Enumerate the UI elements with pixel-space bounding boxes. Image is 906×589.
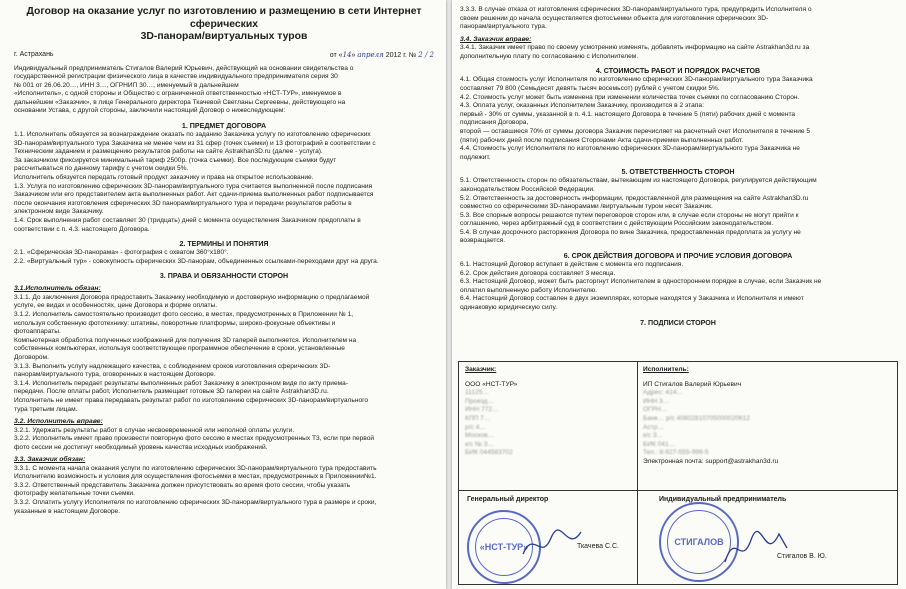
text-line: «Исполнитель», с одной стороны и Общество с ограниченной ответственностью «НСТ-ТУР», именуемое в [14, 90, 342, 98]
text-line: 5.4. В случае досрочного расторжения Договора по вине Заказчика, предоставленная предоплата за услугу не [460, 228, 801, 236]
right-page-content [452, 0, 906, 328]
text-line: 1.4. Срок выполнения работ составляет 30 (тридцать) дней с момента осуществления Заказчиком предоплаты в [14, 217, 361, 224]
ip-name: Стигалов В. Ю. [777, 553, 827, 560]
text-line: собственных компьютерах, используя соответствующее программное обеспечение в сроки, установленные [14, 345, 345, 353]
text-line: тура третьим лицам. [14, 405, 78, 413]
date-day: 14 [342, 50, 352, 59]
subsection-3-1-title: 3.1.Исполнитель обязан: [14, 285, 101, 293]
executor-email: Электронная почта: support@astrakhan3d.ru [643, 457, 779, 465]
text-line: БИК 041… [643, 440, 676, 448]
contract-number: 2 / 2 [418, 50, 434, 59]
text-line: 3.1.4. Исполнитель передает результаты выполненных работ Заказчику в электронном виде по акту приема- [14, 379, 349, 387]
text-line: БИК 044583702 [465, 449, 513, 457]
left-page-content [0, 0, 446, 516]
text-line: Москов… [465, 432, 495, 440]
stamp-text: СТИГАЛОВ [674, 537, 724, 547]
text-line: указанные в настоящем Договоре. [14, 507, 121, 515]
date-month: апреля [357, 50, 384, 59]
section-2-body [14, 249, 434, 266]
text-line: Техническим заданием и размещению результатов работы на сайте Astrakhan3D.ru (далее - услуга). [14, 148, 323, 156]
intro-paragraph [14, 65, 434, 117]
text-line: 3.3.3. В случае отказа от изготовления сферических 3D-панорам/виртуального тура, предупредить Исполнителя о [460, 6, 812, 13]
text-line: дополнительную плату по согласованию с Исполнителем. [460, 52, 639, 60]
text-line: 6.2. Срок действия договора составляет 3 месяца. [460, 269, 616, 277]
text-line: Тел.: 8-927-555-999-5 [643, 449, 709, 457]
contract-title-line: 3D-панорам/виртуальных туров [140, 31, 308, 42]
text-line: 3.3.1. С момента начала оказания услуги по изготовлению сферических 3D-панорам/виртуального тура предоставить [14, 464, 377, 472]
director-name: Ткачева С.С. [577, 543, 619, 550]
contract-title-line: Договор на оказание услуг по изготовлению и размещению в сети Интернет сферических [26, 6, 422, 30]
contract-page-left [0, 0, 446, 589]
text-line: 4.3. Оплата услуг, оказанных Исполнителем Заказчику, производится в 2 этапа: [460, 102, 704, 110]
text-line: 6.4. Настоящий Договор составлен в двух экземплярах, которые находятся у Заказчика и Исполнителя и имеют [460, 295, 804, 303]
executor-details [643, 366, 893, 467]
text-line: Адрес: 414… [643, 389, 684, 397]
text-line: 4.2. Стоимость услуг может быть изменена при изменении количества точек съемки по согласованию Сторон. [460, 93, 800, 101]
text-line: (пяти) рабочих дней после подписания Сторонами Акта сдачи-приемки выполненных работ. [460, 136, 744, 144]
director-title: Генеральный директор [467, 496, 549, 503]
text-line: 3.2.2. Исполнитель имеет право произвести повторную фото сессию в местах предусмотренных Т3, если при первой [14, 435, 375, 443]
text-line: совместно со сферическими 3D-панорамами /виртуальным туром несет Заказчик. [460, 203, 713, 211]
subsection-3-2-title: 3.2. Исполнитель вправе: [14, 418, 103, 426]
text-line: 4.1. Общая стоимость услуг Исполнителя по изготовлению сферических 3D-панорам/виртуального тура Заказчика [460, 76, 813, 84]
text-line: За заказчиком фиксируется минимальный тариф 2500р. (точка съемки). Все последующие съемки будут [14, 156, 337, 164]
text-line: 1.3. Услуга по изготовлению сферических 3D-панорам/виртуального тура считается выполненной после подписания [14, 182, 373, 190]
subsection-3-2-body [14, 427, 434, 453]
text-line: к/с 3… [643, 432, 664, 440]
text-line: 3.1.2. Исполнитель самостоятельно производит фото сессию, в местах, предусмотренных в Приложении № 1, [14, 310, 354, 318]
section-7-title: 7. ПОДПИСИ СТОРОН [640, 318, 716, 327]
table-divider-horizontal [459, 490, 897, 491]
date-year: 2012 г. № [383, 51, 417, 59]
text-line: 3.1.1. До заключения Договора предоставить Заказчику необходимую и достоверную информацию о предлагаемой [14, 293, 370, 301]
text-line: соответствии с п. 4.3. настоящего Договора. [14, 225, 150, 233]
text-line: законодательством Российской Федерации. [460, 185, 595, 193]
text-line: 5.2. Ответственность за достоверность информации, предоставленной для размещения на сайте Astrakhan3D.ru [460, 194, 809, 202]
city-date-row [14, 50, 434, 61]
text-line: 5.1. Ответственность сторон по обязательствам, вытекающим из настоящего Договора, регулируется действующим [460, 177, 817, 185]
text-line: услуге, ее видах и особенностях, цене Договора и форме оплаты. [14, 302, 218, 310]
text-line: фотографу желательные точки съемки. [14, 490, 135, 498]
executor-signature [721, 528, 791, 572]
text-line: подписания Договора, [460, 119, 529, 127]
date-mid: » [351, 51, 358, 59]
text-line: 3D-панорам/виртуального тура Заказчика не менее чем из 31 сфер (точек съемки) и 13 фотографий в соответствии с [14, 139, 376, 147]
text-line: 3.3.2. Ответственный представитель Заказчика должен присутствовать во время фото сессии, чтобы указать [14, 481, 351, 489]
text-line: ОГРН… [643, 406, 668, 414]
subsection-3-4-body [460, 44, 896, 61]
text-line: 3.1.3. Выполнить услугу надлежащего качества, с соблюдением сроков изготовления сферических 3D- [14, 362, 331, 370]
section-2-title: 2. ТЕРМИНЫ И ПОНЯТИЯ [179, 240, 269, 249]
executor-heading: Исполнитель: [643, 366, 689, 373]
text-line: электронном виде Заказчику. [14, 208, 104, 216]
stamp-text: «НСТ-ТУР» [479, 542, 529, 552]
text-line: № 001 от 26.06.20…, ИНН 3…, ОГРНИП 30…, именуемый в дальнейшем [14, 81, 239, 89]
city: г. Астрахань [14, 50, 54, 58]
text-line: Заказчиком или его представителем акта выполненных работ. Акт сдачи-приема выполненных работ подписывается [14, 191, 374, 199]
contract-page-right [452, 0, 906, 589]
subsection-3-3-title: 3.3. Заказчик обязан: [14, 456, 86, 464]
text-line: Астр… [643, 423, 664, 431]
text-line: после окончания изготовления сферических 3D панорам/виртуального тура и передачи результатов работы в [14, 199, 352, 207]
text-line: 6.1. Настоящий Договор вступает в действие с момента его подписания. [460, 261, 684, 269]
section-3-title: 3. ПРАВА И ОБЯЗАННОСТИ СТОРОН [159, 272, 289, 281]
text-line: Проезд… [465, 397, 494, 405]
text-line: второй — оставшиеся 70% от суммы договора Заказчик перечисляет на расчетный счет Исполнителя в течение 5 [460, 127, 811, 135]
text-line: оплатил выполненную работу Исполнителю. [460, 286, 598, 294]
text-line: панорам/виртуального тура, оговоренных в настоящем Договоре. [14, 371, 216, 379]
text-line: 11125… [465, 389, 489, 397]
text-line: составляет 79 800 (Семьдесят девять тысяч восемьсот) рублей с учетом скидки 5%. [460, 84, 720, 92]
section-4-body [460, 76, 896, 162]
paragraph-3-3-3 [460, 6, 896, 32]
subsection-3-1-body [14, 294, 434, 414]
table-divider-vertical [637, 362, 638, 584]
text-line: Исполнителю возможность и условия для осуществления фотосъемки в местах, предусмотренных в Приложении№1. [14, 473, 377, 481]
text-line: 2.2. «Виртуальный тур» - совокупность сферических 3D-панорам, объединенных ссылками-переходами друг на друга. [14, 257, 379, 265]
ip-title: Индивидуальный предприниматель [659, 496, 787, 503]
text-line: КПП 7… [465, 414, 491, 422]
text-line: панорам/виртуального тура. [460, 23, 547, 31]
text-line: подлежит. [460, 153, 491, 161]
text-line: к/с № 3… [465, 440, 495, 448]
text-line: ИНН 3… [643, 397, 670, 405]
text-line: государственной регистрации физического лица в качестве индивидуального предпринимателя серия 30 [14, 73, 338, 81]
text-line: Индивидуальный предприниматель Стигалов Валерий Юрьевич, действующий на основании свидетельства о [14, 64, 354, 72]
text-line: 6.3. Настоящий Договор, может быть расторгнут Исполнителем в одностороннем порядке в случае, если Заказчик не [460, 278, 822, 286]
customer-details [465, 366, 633, 458]
director-signature [519, 524, 589, 564]
customer-heading: Заказчик: [465, 366, 497, 373]
executor-requisites [643, 389, 893, 458]
text-line: 1.1. Исполнитель обязуется за вознаграждение оказать по заданию Заказчика услугу по изготовлению сферических [14, 131, 371, 139]
text-line: основании Устава, с другой стороны, заключили настоящий Договор о нижеследующем: [14, 107, 286, 115]
section-4-title: 4. СТОИМОСТЬ РАБОТ И ПОРЯДОК РАСЧЕТОВ [595, 67, 761, 76]
section-1-body [14, 131, 434, 234]
text-line: Банк… р/с 40802810705000020612 [643, 414, 750, 422]
text-line: Договором. [14, 353, 49, 361]
text-line: 3.4.1. Заказчик имеет право по своему усмотрению изменять, добавлять информацию на сайте Astrakhan3d.ru за [460, 44, 810, 52]
section-6-title: 6. СРОК ДЕЙСТВИЯ ДОГОВОРА И ПРОЧИЕ УСЛОВИЯ ДОГОВОРА [563, 252, 793, 261]
customer-name: ООО «НСТ-ТУР» [465, 380, 518, 388]
text-line: Компьютерная обработка полученных изображений для получения 3D галерей выполняется. Исполнителем на [14, 336, 357, 344]
text-line: 2.1. «Сферическая 3D-панорама» - фотография с охватом 360°х180°. [14, 249, 229, 257]
text-line: используя собственную фототехнику: штативы, поворотные платформы, широко-фокусные объективы и [14, 319, 336, 327]
text-line: 4.4. Стоимость услуг Исполнителя по изготовлению сферических 3D-панорам/виртуального тура Заказчика не [460, 145, 800, 153]
subsection-3-3-body [14, 465, 434, 517]
text-line: Исполнитель не имеет права передавать результат работ по изготовлению сферических 3D-панорам/виртуального [14, 396, 369, 404]
section-6-body [460, 261, 896, 313]
text-line: рассчитываться по данному тарифу с учетом скидки 5%. [14, 165, 189, 173]
text-line: 3.3.2. Оплатить услугу Исполнителя по изготовлению сферических 3D-панорам/виртуального тура в размере и сроки, [14, 499, 377, 507]
text-line: возвращается. [460, 237, 506, 245]
contract-date [330, 50, 434, 61]
text-line: 5.3. Все спорные вопросы решаются путем переговоров сторон или, в случае если стороны не могут прийти к [460, 211, 799, 219]
text-line: первый - 30% от суммы, указанной в п. 4.1. настоящего Договора в течение 5 (пяти) рабочих дней с момента [460, 110, 796, 118]
text-line: соглашению, через арбитражный суд в соответствии с действующим Российским законодательством. [460, 220, 774, 228]
text-line: Исполнитель обязуется передать готовый продукт заказчику и права на открытое использование. [14, 174, 314, 182]
section-5-title: 5. ОТВЕТСТВЕННОСТЬ СТОРОН [621, 168, 735, 177]
text-line: передачи. После оплаты работ, Исполнитель размещает готовые 3D галереи на сайте Astrakhan3D.ru. [14, 388, 329, 396]
signatures-table [458, 361, 898, 585]
text-line: дальнейшем «Заказчик», в лице Генерального директора Ткачевой Светланы Сергеевны, действующего на [14, 98, 346, 106]
contract-title [14, 6, 434, 44]
text-line: ИНН 772… [465, 406, 499, 414]
customer-requisites [465, 389, 633, 458]
date-prefix: от « [329, 51, 343, 59]
section-5-body [460, 177, 896, 246]
text-line: фотоаппараты. [14, 328, 61, 336]
section-1-title: 1. ПРЕДМЕТ ДОГОВОРА [181, 122, 267, 131]
text-line: 3.2.1. Удержать результаты работ в случае несвоевременной или неполной оплаты услуги. [14, 426, 295, 434]
text-line: одинаковую юридическую силу. [460, 304, 557, 312]
text-line: своем решении до начала осуществляется фотосъемки объекта для изготовления сферических 3D- [460, 14, 769, 22]
text-line: р/с 4… [465, 423, 486, 431]
executor-name: ИП Стигалов Валерий Юрьевич [643, 380, 742, 388]
text-line: фото сессии не достигнут необходимый уровень качества исходных изображений. [14, 443, 268, 451]
subsection-3-4-title: 3.4. Заказчик вправе: [460, 35, 532, 43]
